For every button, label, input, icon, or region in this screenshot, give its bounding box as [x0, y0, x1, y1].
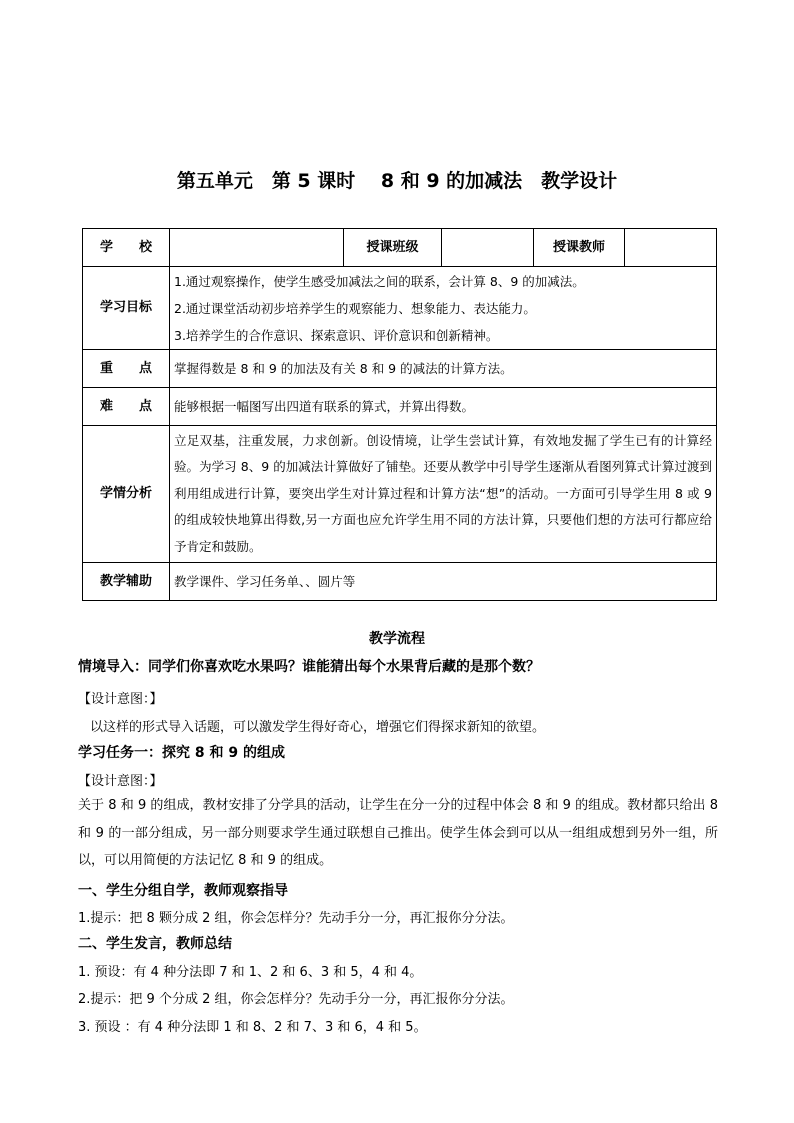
goal-label: 学习目标 [83, 267, 170, 350]
table-row [83, 563, 717, 601]
step-heading: 二、学生发言，教师总结 [78, 936, 232, 952]
key-point-label: 重 点 [83, 350, 170, 388]
class-value [442, 229, 534, 267]
school-label: 学 校 [83, 229, 170, 267]
teaching-aid-text: 教学课件、学习任务单、、圆片等 [170, 563, 717, 601]
table-row [83, 388, 717, 426]
teaching-aid-label: 教学辅助 [83, 563, 170, 601]
step-text: 2.提示：把 9 个分成 2 组，你会怎样分？先动手分一分，再汇报你分分法。 [78, 992, 514, 1007]
teacher-label: 授课教师 [534, 229, 625, 267]
table-row [83, 229, 717, 267]
analysis-content [170, 426, 717, 563]
difficulty-text: 能够根据一幅图写出四道有联系的算式，并算出得数。 [170, 388, 717, 426]
analysis-text: 立足双基，注重发展，力求创新。创设情境，让学生尝试计算，有效地发掘了学生已有的计算经验。为学习 8、9 的加减法计算做好了铺垫。还要从教学中引导学生逐渐从看图列算式计算过渡到利用组成进行计算，要突出学生对计算过程和计算方法“想”的活动。一方面可引导学生用 8 或 9 的组成较快地算出得数,另一方面也应允许学生用不同的方法计算，只要他们想的方法可行都应给予肯定和鼓励。 [174, 432, 712, 554]
analysis-label: 学情分析 [83, 426, 170, 563]
task-heading: 学习任务一：探究 8 和 9 的组成 [78, 745, 285, 761]
teacher-value [625, 229, 717, 267]
key-point-text: 掌握得数是 8 和 9 的加法及有关 8 和 9 的减法的计算方法。 [170, 350, 717, 388]
design-intent-text: 以这样的形式导入话题，可以激发学生得好奇心，增强它们得探求新知的欲望。 [90, 720, 546, 735]
design-intent-label: 【设计意图：】 [78, 774, 163, 789]
step-text: 1. 预设：有 4 种分法即 7 和 1、2 和 6、3 和 5，4 和 4。 [78, 965, 423, 980]
design-intent-paragraph: 关于 8 和 9 的组成，教材安排了分学具的活动，让学生在分一分的过程中体会 8 和 9 的组成。教材都只给出 8 和 9 的一部分组成，另一部分则要求学生通过联想自己推出。使学生体会到可以从一组组成想到另外一组，所以，可以用简便的方法记忆 8 和 9 的组成。 [78, 798, 718, 868]
class-label: 授课班级 [344, 229, 442, 267]
school-value [170, 229, 344, 267]
goal-item: 3.培养学生的合作意识、探索意识、评价意识和创新精神。 [174, 327, 499, 343]
step-text: 1.提示：把 8 颗分成 2 组，你会怎样分？先动手分一分，再汇报你分分法。 [78, 911, 514, 926]
design-intent-label: 【设计意图：】 [78, 692, 163, 707]
goal-item: 2.通过课堂活动初步培养学生的观察能力、想象能力、表达能力。 [174, 300, 536, 316]
goal-content [170, 267, 717, 350]
lesson-info-table [82, 228, 717, 601]
document-title: 第五单元 第 5 课时 8 和 9 的加减法 教学设计 [176, 170, 618, 192]
goal-item: 1.通过观察操作，使学生感受加减法之间的联系，会计算 8、9 的加减法。 [174, 273, 585, 289]
intro-heading: 情境导入：同学们你喜欢吃水果吗？谁能猜出每个水果背后藏的是那个数？ [78, 659, 540, 675]
table-row [83, 267, 717, 350]
difficulty-label: 难 点 [83, 388, 170, 426]
table-row [83, 426, 717, 563]
flow-title: 教学流程 [369, 631, 425, 647]
table-row [83, 350, 717, 388]
step-heading: 一、学生分组自学，教师观察指导 [78, 883, 288, 899]
step-text: 3. 预设 ：有 4 种分法即 1 和 8、2 和 7、3 和 6，4 和 5。 [78, 1020, 427, 1035]
